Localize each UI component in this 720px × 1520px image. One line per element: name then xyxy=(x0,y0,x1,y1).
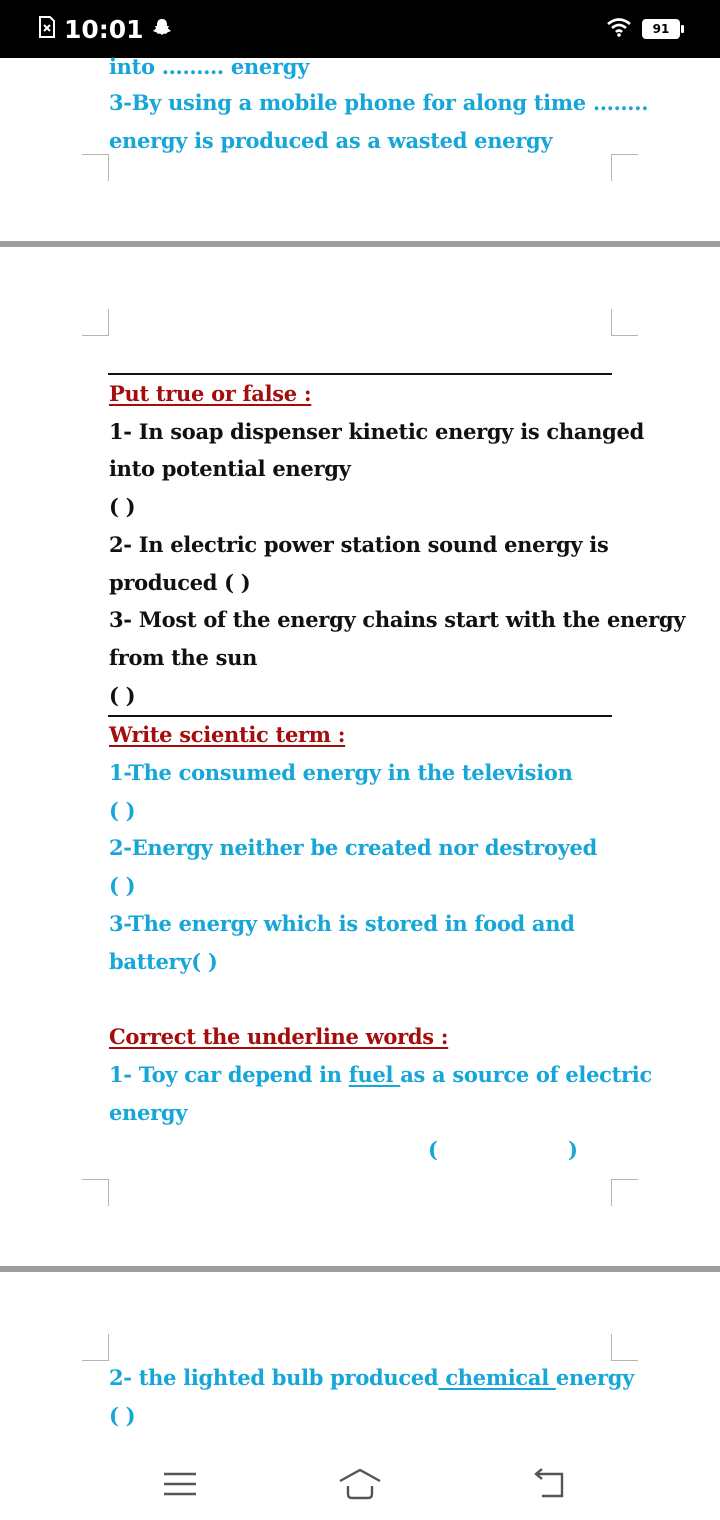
margin-corner-mark xyxy=(82,1334,109,1361)
q2-underlined-word: chemical xyxy=(438,1365,556,1390)
scientific-term-heading: Write scientic term : xyxy=(109,722,346,747)
margin-corner-mark xyxy=(611,1334,638,1361)
wifi-icon xyxy=(606,17,632,41)
q1-underlined-word: fuel xyxy=(348,1062,401,1087)
correct-underline-heading: Correct the underline words : xyxy=(109,1024,449,1049)
page3-q2 xyxy=(109,1363,634,1393)
q1-answer-open: ( xyxy=(428,1137,438,1162)
scientific-term-line-6: battery( ) xyxy=(109,949,218,974)
battery-icon: 91 xyxy=(642,19,680,39)
page1-line-2: 3-By using a mobile phone for along time …….. xyxy=(109,90,649,115)
q1-answer-close: ) xyxy=(568,1137,578,1162)
navigation-bar xyxy=(0,1450,720,1520)
scientific-term-line-5: 3-The energy which is stored in food and xyxy=(109,911,575,936)
page1-line-3: energy is produced as a wasted energy xyxy=(109,128,553,153)
scientific-term-line-4: ( ) xyxy=(109,873,136,898)
page1-line-1: into ……… energy xyxy=(109,54,310,79)
margin-corner-mark xyxy=(82,154,109,181)
q2-answer: ( ) xyxy=(109,1403,136,1428)
snapchat-icon xyxy=(152,17,172,41)
q1-text-start: 1- Toy car depend in xyxy=(109,1062,349,1087)
section-divider xyxy=(108,715,612,717)
q2-text-end: energy xyxy=(555,1365,635,1390)
scientific-term-line-3: 2-Energy neither be created nor destroyed xyxy=(109,835,597,860)
menu-icon[interactable] xyxy=(150,1462,210,1506)
margin-corner-mark xyxy=(611,309,638,336)
true-false-line-3: ( ) xyxy=(109,494,136,519)
true-false-line-6: 3- Most of the energy chains start with the energy xyxy=(109,607,686,632)
q1-text-end: as a source of electric xyxy=(400,1062,652,1087)
scientific-term-line-2: ( ) xyxy=(109,798,136,823)
section-divider xyxy=(108,373,612,375)
true-false-line-4: 2- In electric power station sound energy is xyxy=(109,532,609,557)
correct-underline-q1 xyxy=(109,1060,652,1090)
status-bar xyxy=(0,0,720,58)
true-false-line-2: into potential energy xyxy=(109,456,351,481)
status-time: 10:01 xyxy=(64,14,144,44)
margin-corner-mark xyxy=(611,1179,638,1206)
correct-underline-q1-line2: energy xyxy=(109,1100,188,1125)
back-icon[interactable] xyxy=(518,1462,578,1506)
margin-corner-mark xyxy=(82,1179,109,1206)
home-icon[interactable] xyxy=(330,1462,390,1506)
page-separator xyxy=(0,1266,720,1272)
true-false-line-1: 1- In soap dispenser kinetic energy is changed xyxy=(109,419,644,444)
sim-alert-icon xyxy=(38,16,56,42)
q2-text-start: 2- the lighted bulb produced xyxy=(109,1365,439,1390)
true-false-line-8: ( ) xyxy=(109,683,136,708)
page-separator xyxy=(0,241,720,247)
scientific-term-line-1: 1-The consumed energy in the television xyxy=(109,760,573,785)
margin-corner-mark xyxy=(82,309,109,336)
true-false-line-5: produced ( ) xyxy=(109,570,251,595)
document-viewer[interactable] xyxy=(0,54,720,1450)
margin-corner-mark xyxy=(611,154,638,181)
true-false-line-7: from the sun xyxy=(109,645,258,670)
true-false-heading: Put true or false : xyxy=(109,381,312,406)
